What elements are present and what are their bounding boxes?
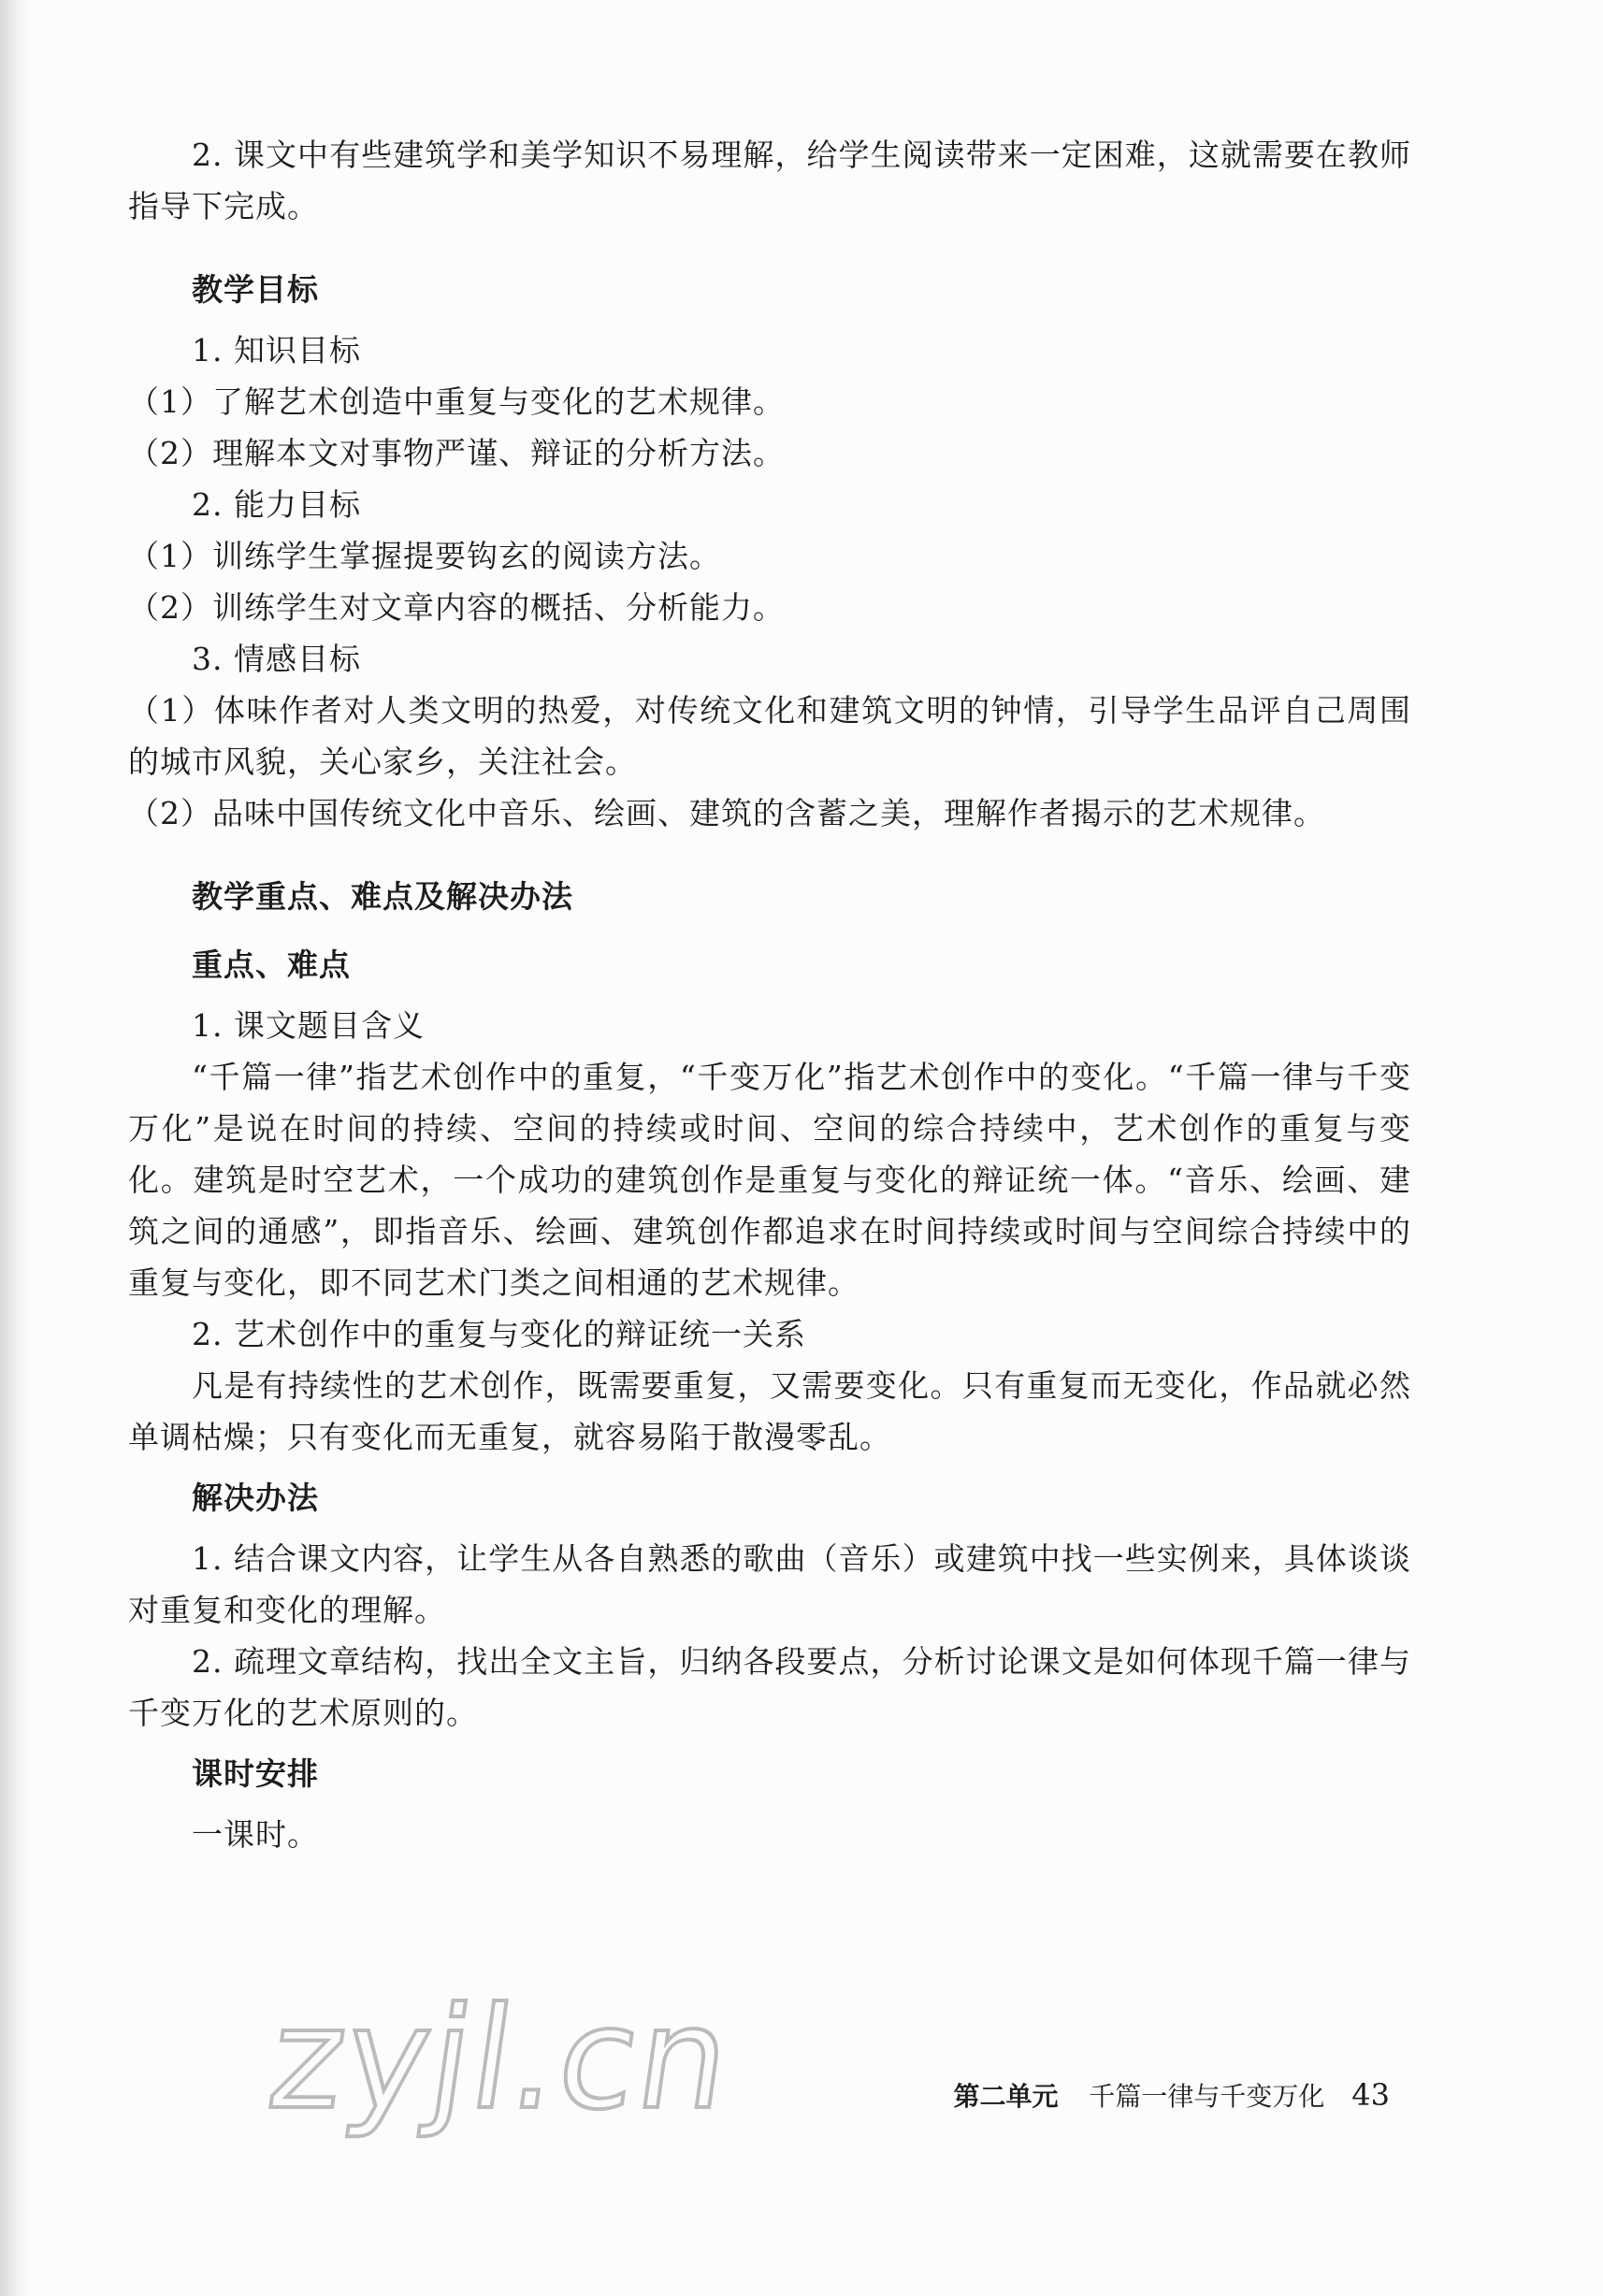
key-point-1-title: 1. 课文题目含义 [192, 1007, 425, 1044]
schedule-text: 一课时。 [192, 1816, 319, 1853]
emotion-objective-1: （1）体味作者对人类文明的热爱，对传统文化和建筑文明的钟情，引导学生品评自己周围的城市风貌，关心家乡，关注社会。 [128, 692, 1411, 780]
knowledge-objective-title: 1. 知识目标 [192, 332, 361, 368]
ability-objective-1: （1）训练学生掌握提要钩玄的阅读方法。 [128, 538, 721, 574]
key-point-1-text: “千篇一律”指艺术创作中的重复，“千变万化”指艺术创作中的变化。“千篇一律与千变万化”是说在时间的持续、空间的持续或时间、空间的综合持续中，艺术创作的重复与变化。建筑是时空艺术，一个成功的建筑创作是重复与变化的辩证统一体。“音乐、绘画、建筑之间的通感”，即指音乐、绘画、建筑创作都追求在时间持续或时间与空间综合持续中的重复与变化，即不同艺术门类之间相通的艺术规律。 [128, 1059, 1411, 1301]
section-heading-schedule: 课时安排 [192, 1755, 319, 1792]
footer-unit: 第二单元 [953, 2081, 1059, 2112]
emotion-objective-title: 3. 情感目标 [192, 641, 361, 677]
solution-2: 2. 疏理文章结构，找出全文主旨，归纳各段要点，分析讨论课文是如何体现千篇一律与千变万化的艺术原则的。 [128, 1643, 1411, 1731]
section-heading-key-points: 教学重点、难点及解决办法 [192, 878, 573, 915]
page-footer [953, 2078, 1390, 2114]
section-heading-objectives: 教学目标 [192, 271, 319, 308]
page-content [128, 129, 1411, 1860]
intro-paragraph-2: 2. 课文中有些建筑学和美学知识不易理解，给学生阅读带来一定困难，这就需要在教师指导下完成。 [128, 137, 1411, 224]
ability-objective-title: 2. 能力目标 [192, 486, 361, 523]
solution-1: 1. 结合课文内容，让学生从各自熟悉的歌曲（音乐）或建筑中找一些实例来，具体谈谈对重复和变化的理解。 [128, 1540, 1411, 1628]
knowledge-objective-1: （1）了解艺术创造中重复与变化的艺术规律。 [128, 383, 785, 420]
footer-chapter-title: 千篇一律与千变万化 [1089, 2081, 1325, 2112]
ability-objective-2: （2）训练学生对文章内容的概括、分析能力。 [128, 589, 785, 626]
key-point-2-title: 2. 艺术创作中的重复与变化的辩证统一关系 [192, 1316, 806, 1352]
sub-heading-solutions: 解决办法 [192, 1480, 319, 1516]
page-binding-shadow [0, 0, 32, 2296]
sub-heading-key-difficult: 重点、难点 [192, 946, 351, 983]
site-watermark: zyjl.cn [259, 1978, 742, 2141]
key-point-2-text: 凡是有持续性的艺术创作，既需要重复，又需要变化。只有重复而无变化，作品就必然单调枯燥；只有变化而无重复，就容易陷于散漫零乱。 [128, 1367, 1411, 1455]
emotion-objective-2: （2）品味中国传统文化中音乐、绘画、建筑的含蓄之美，理解作者揭示的艺术规律。 [128, 795, 1325, 831]
knowledge-objective-2: （2）理解本文对事物严谨、辩证的分析方法。 [128, 435, 785, 471]
page-number: 43 [1351, 2077, 1390, 2113]
